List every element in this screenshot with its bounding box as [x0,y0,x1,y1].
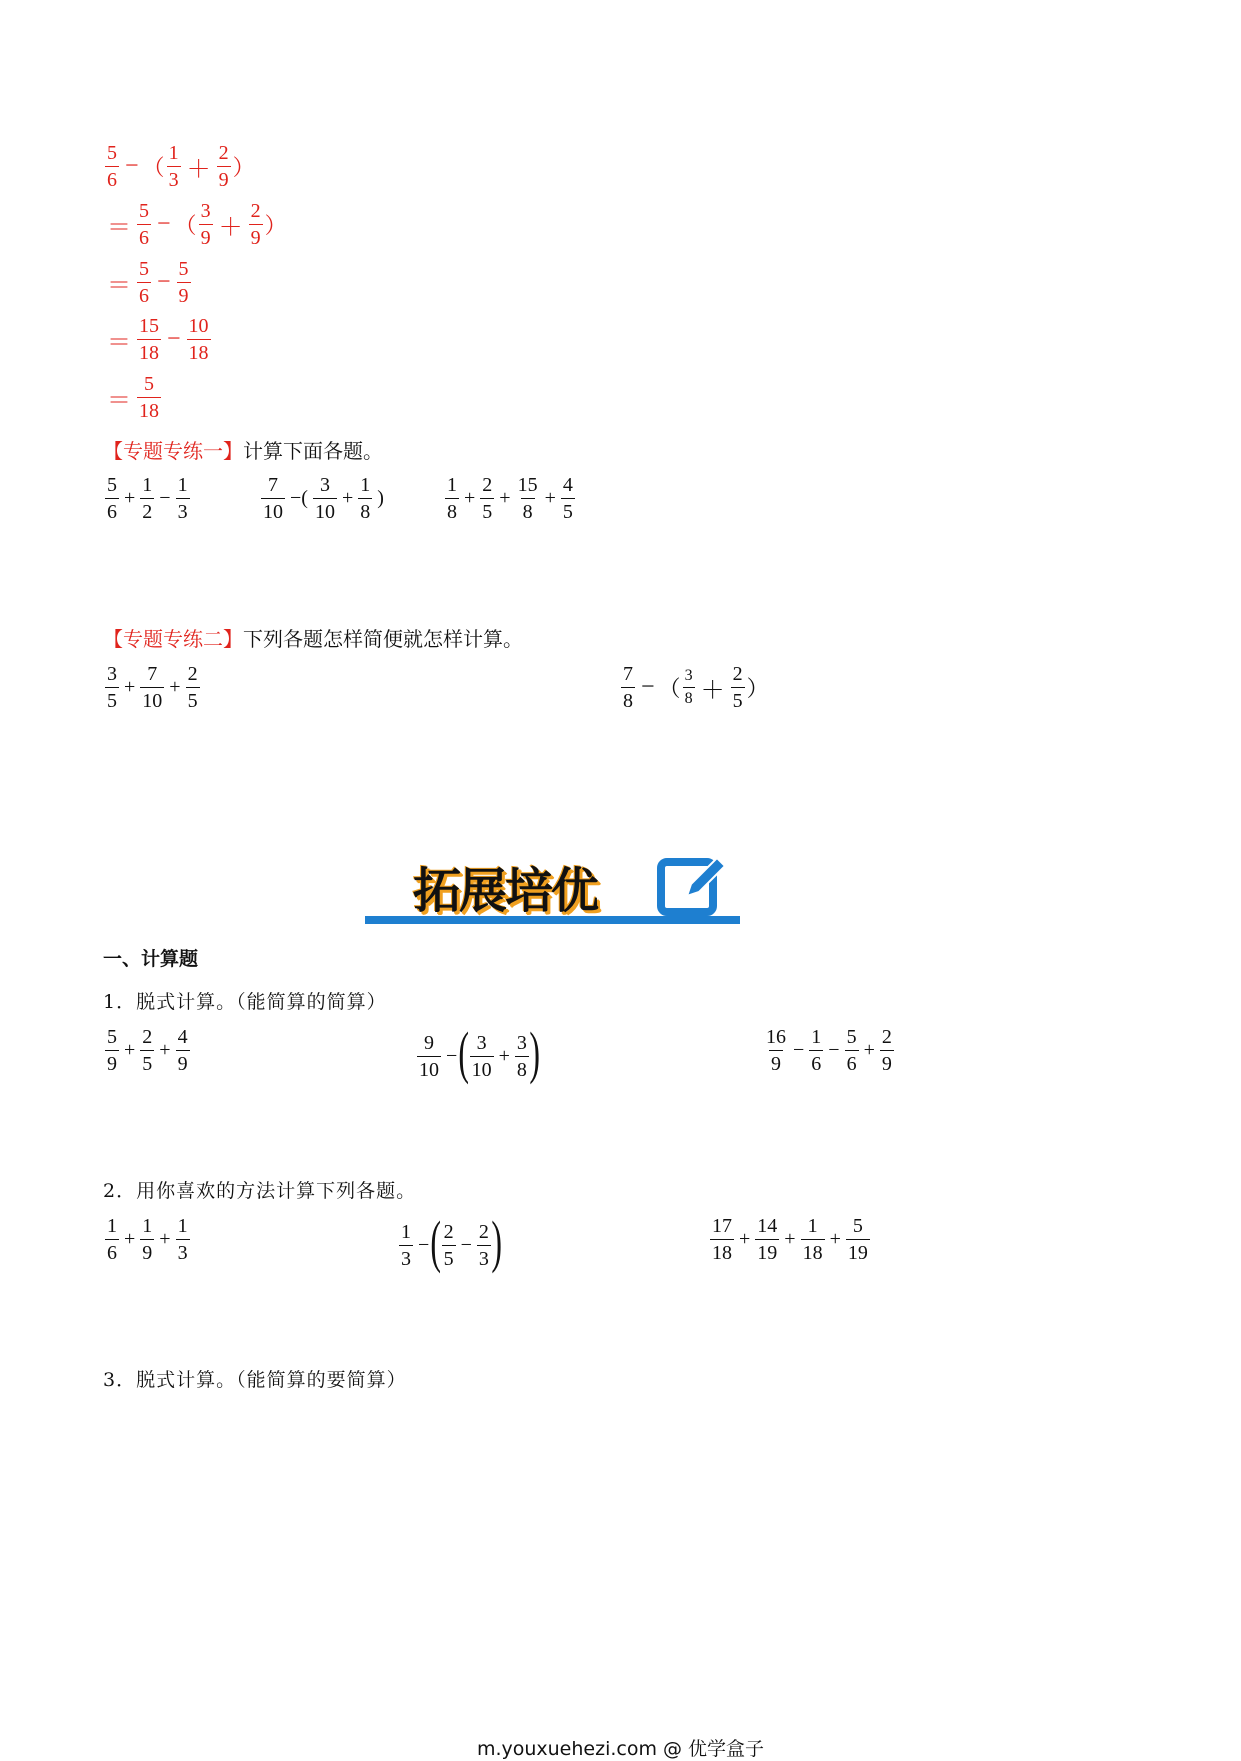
fraction [177,259,191,306]
denominator: 9 [177,282,191,306]
numerator: 1 [807,1215,818,1237]
worked-line-3 [103,259,193,306]
denominator: 8 [515,1056,529,1080]
practice2-heading [103,623,523,652]
numerator: 2 [250,200,261,222]
operator: − [125,153,139,179]
pencil-note-icon [657,852,729,920]
denominator: 8 [358,498,372,522]
fraction [199,201,213,248]
numerator: 15 [139,315,159,337]
numerator: 17 [712,1215,732,1237]
fraction [880,1027,894,1074]
q2-expr-2 [397,1209,502,1274]
denominator: 5 [186,687,200,711]
numerator: 2 [881,1026,892,1048]
worked-line-2 [103,201,287,248]
right-paren: ) [529,1020,540,1085]
numerator: 5 [107,1026,117,1048]
numerator: 2 [732,663,743,685]
numerator: 2 [482,474,493,496]
numerator: 3 [319,474,330,496]
fraction [105,143,119,190]
denominator: 10 [470,1056,494,1080]
operator: − [418,1233,430,1256]
fraction [137,374,161,421]
fraction [764,1027,788,1074]
numerator: 1 [168,142,179,164]
denominator: 6 [845,1050,859,1074]
paren: ) [377,487,384,509]
fraction [470,1033,494,1080]
numerator: 2 [443,1220,454,1243]
equals-sign: ＝ [107,215,131,241]
denominator: 9 [769,1050,783,1074]
operator: + [159,1228,171,1250]
denominator: 8 [521,498,535,522]
numerator: 3 [476,1031,487,1054]
worked-line-5 [103,374,163,421]
equals-sign: ＝ [107,273,131,299]
banner-title: 拓展培优 [413,863,598,919]
denominator: 6 [105,1239,119,1263]
operator: − [159,487,171,509]
operator: + [544,487,556,509]
fraction [176,475,190,522]
numerator: 10 [188,315,209,337]
denominator: 19 [846,1239,870,1263]
operator: −( [290,487,308,509]
fraction [105,1027,119,1074]
denominator: 10 [261,498,285,522]
paren: ） [264,213,287,238]
footer-watermark: m.youxuehezi.com @ 优学盒子 [476,1738,765,1760]
denominator: 10 [140,687,164,711]
fraction [105,1216,119,1263]
left-paren: ( [458,1020,470,1085]
practice2-problem-1 [103,664,202,711]
left-paren: ( [430,1209,442,1274]
fraction [621,664,635,711]
numerator: 3 [107,663,117,685]
practice1-problem-1 [103,475,192,522]
denominator: 8 [621,687,635,711]
q1-expr-2 [415,1020,540,1085]
numerator: 5 [846,1026,857,1048]
numerator: 5 [144,373,154,395]
paren: ） [746,676,769,701]
numerator: 1 [177,1215,188,1237]
operator: − [157,269,171,295]
fraction [755,1216,779,1263]
fraction [313,475,337,522]
operator: + [464,487,476,509]
denominator: 18 [801,1239,825,1263]
operator: − [167,326,181,352]
denominator: 3 [176,1239,190,1263]
fraction [731,664,745,711]
q2-expr-1 [103,1216,192,1263]
denominator: 9 [176,1050,190,1074]
fraction [137,259,151,306]
numerator: 16 [766,1026,786,1048]
denominator: 9 [880,1050,894,1074]
denominator: 9 [217,166,231,190]
numerator: 3 [200,200,211,222]
denominator: 18 [137,339,161,363]
numerator: 1 [142,474,153,496]
fraction [399,1222,413,1269]
numerator: 1 [401,1220,411,1243]
operator: − [157,211,171,237]
fraction [176,1027,190,1074]
numerator: 1 [360,474,371,496]
operator: + [341,487,354,509]
q1-expr-1 [103,1027,192,1074]
denominator: 6 [137,224,151,248]
fraction [358,475,372,522]
fraction [187,316,211,363]
numerator: 14 [757,1215,778,1237]
fraction [845,1027,859,1074]
paren: （ [174,213,197,238]
fraction [176,1216,190,1263]
denominator: 5 [442,1245,456,1269]
denominator: 9 [249,224,263,248]
fraction [249,201,263,248]
equals-sign: ＝ [107,330,131,356]
equals-sign: ＝ [107,388,131,414]
denominator: 19 [755,1239,779,1263]
fraction [186,664,200,711]
numerator: 9 [424,1031,434,1054]
worked-line-4 [103,316,213,363]
operator: + [499,487,511,509]
denominator: 9 [105,1050,119,1074]
fraction [137,316,161,363]
section-title: 一、计算题 [103,948,199,970]
denominator: 9 [199,224,213,248]
fraction [442,1222,456,1269]
fraction [445,475,459,522]
numerator: 1 [447,474,457,496]
fraction [561,475,575,522]
numerator: 2 [478,1220,489,1243]
operator: + [739,1228,751,1250]
operator: ＋ [218,215,243,241]
fraction [477,1222,491,1269]
denominator: 3 [477,1245,491,1269]
operator: − [793,1039,805,1061]
fraction [105,664,119,711]
fraction [140,664,164,711]
numerator: 5 [139,200,149,222]
numerator: 5 [178,258,189,280]
operator: + [124,487,136,509]
denominator: 5 [105,687,119,711]
operator: + [124,676,136,698]
denominator: 10 [313,498,337,522]
practice2-bracket: 【专题专练二】 [103,627,243,651]
operator: − [641,674,655,700]
numerator: 1 [142,1215,153,1237]
operator: ＋ [186,157,211,183]
denominator: 18 [187,339,211,363]
denominator: 6 [105,166,119,190]
numerator: 1 [177,474,188,496]
fraction [417,1033,441,1080]
denominator: 6 [105,498,119,522]
banner [365,850,740,930]
fraction [105,475,119,522]
denominator: 10 [417,1056,441,1080]
fraction [167,143,181,190]
worked-line-1 [103,143,255,190]
denominator: 5 [140,1050,154,1074]
fraction [515,1033,529,1080]
question-1-label: 1．脱式计算。（能简算的简算） [103,991,387,1013]
denominator: 18 [137,397,161,421]
numerator: 4 [562,474,573,496]
denominator: 6 [137,282,151,306]
fraction [140,1027,154,1074]
denominator: 5 [480,498,494,522]
numerator: 7 [268,474,278,496]
numerator: 2 [187,663,198,685]
fraction [516,475,540,522]
numerator: 3 [684,667,693,684]
denominator: 8 [445,498,459,522]
operator: + [863,1039,875,1061]
numerator: 2 [142,1026,153,1048]
practice1-text: 计算下面各题。 [243,439,383,463]
operator: + [124,1228,136,1250]
denominator: 5 [561,498,575,522]
denominator: 18 [710,1239,734,1263]
denominator: 3 [176,498,190,522]
paren: （ [658,676,681,701]
fraction [140,475,154,522]
operator: + [498,1044,510,1067]
practice1-problem-2 [259,475,387,522]
numerator: 1 [811,1026,822,1048]
q1-expr-3 [762,1027,896,1074]
numerator: 4 [177,1026,188,1048]
denominator: 9 [140,1239,154,1263]
operator: + [829,1228,841,1250]
denominator: 5 [731,687,745,711]
fraction [801,1216,825,1263]
fraction [683,668,695,707]
fraction [140,1216,154,1263]
denominator: 3 [399,1245,413,1269]
numerator: 15 [517,474,538,496]
numerator: 1 [107,1215,117,1237]
numerator: 5 [107,142,117,164]
operator: + [159,1039,171,1061]
fraction [846,1216,870,1263]
numerator: 5 [107,474,117,496]
fraction [710,1216,734,1263]
operator: ＋ [700,678,725,704]
denominator: 8 [683,687,695,707]
paren: （ [142,155,165,180]
operator: + [124,1039,136,1061]
denominator: 2 [140,498,154,522]
practice1-bracket: 【专题专练一】 [103,439,243,463]
numerator: 7 [623,663,633,685]
operator: + [784,1228,796,1250]
operator: − [828,1039,840,1061]
fraction [809,1027,823,1074]
practice2-problem-2 [619,664,769,711]
practice1-heading [103,435,383,464]
numerator: 3 [516,1031,527,1054]
numerator: 5 [139,258,149,280]
question-2-label: 2．用你喜欢的方法计算下列各题。 [103,1180,417,1202]
practice1-problem-3 [443,475,577,522]
question-3-label: 3．脱式计算。（能简算的要简算） [103,1369,407,1391]
operator: − [446,1044,458,1067]
practice2-text: 下列各题怎样简便就怎样计算。 [243,627,523,651]
paren: ） [232,155,255,180]
denominator: 6 [809,1050,823,1074]
right-paren: ) [491,1209,502,1274]
numerator: 2 [218,142,229,164]
operator: − [460,1233,472,1256]
fraction [480,475,494,522]
q2-expr-3 [708,1216,872,1263]
denominator: 3 [167,166,181,190]
fraction [261,475,285,522]
numerator: 7 [147,663,158,685]
fraction [137,201,151,248]
fraction [217,143,231,190]
numerator: 5 [852,1215,863,1237]
operator: + [169,676,181,698]
